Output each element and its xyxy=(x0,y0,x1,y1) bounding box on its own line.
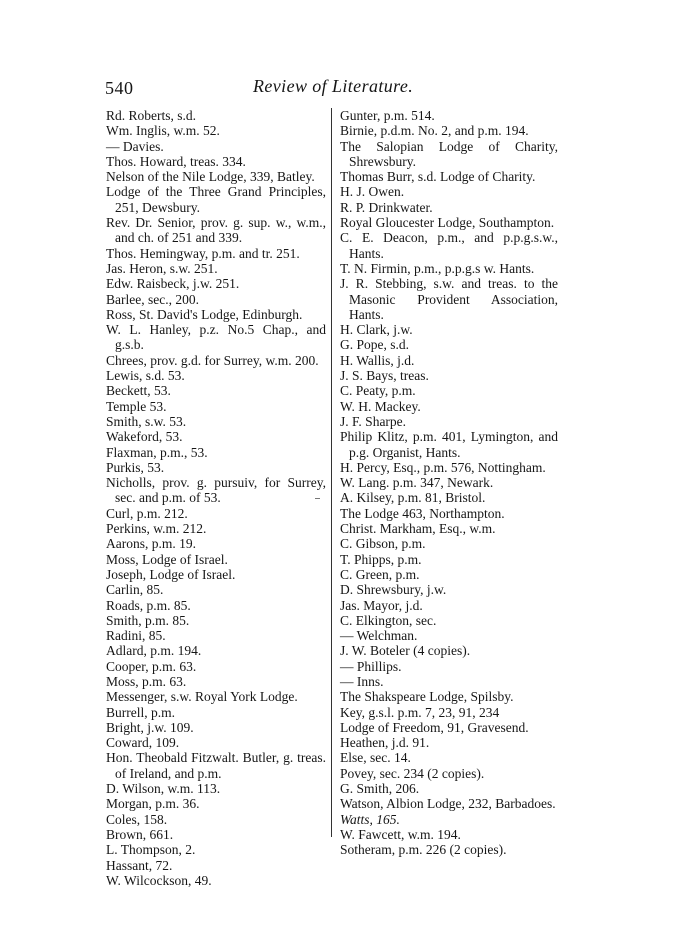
list-entry: Barlee, sec., 200. xyxy=(106,291,199,307)
list-entry: W. Lang. p.m. 347, Newark. xyxy=(340,475,494,491)
list-entry: H. Percy, Esq., p.m. 576, Nottingham. xyxy=(340,459,546,475)
list-entry: Jas. Heron, s.w. 251. xyxy=(106,260,218,276)
list-entry: Carlin, 85. xyxy=(106,582,164,598)
list-entry: Gunter, p.m. 514. xyxy=(340,108,435,123)
list-entry: J. R. Stebbing, s.w. and treas. to the Masonic Provident Association, Hants. xyxy=(340,276,558,322)
list-entry: G. Smith, 206. xyxy=(340,781,420,797)
list-entry: Thos. Howard, treas. 334. xyxy=(106,153,246,169)
list-entry: Birnie, p.d.m. No. 2, and p.m. 194. xyxy=(340,123,529,139)
list-entry: Curl, p.m. 212. xyxy=(106,505,188,521)
list-entry: T. N. Firmin, p.m., p.p.g.s w. Hants. xyxy=(340,260,535,276)
list-entry: D. Wilson, w.m. 113. xyxy=(106,781,221,797)
list-entry: Purkis, 53. xyxy=(106,459,165,475)
list-entry: Sotheram, p.m. 226 (2 copies). xyxy=(340,842,507,858)
list-entry: Thomas Burr, s.d. Lodge of Charity. xyxy=(340,169,536,185)
list-entry: W. Fawcett, w.m. 194. xyxy=(340,826,461,842)
left-column xyxy=(106,108,326,888)
list-entry: The Salopian Lodge of Charity, Shrewsbury. xyxy=(340,138,558,169)
list-entry: C. Peaty, p.m. xyxy=(340,383,416,399)
page-number: 540 xyxy=(105,78,134,98)
list-entry: Key, g.s.l. p.m. 7, 23, 91, 234 xyxy=(340,704,500,720)
list-entry: Nelson of the Nile Lodge, 339, Batley. xyxy=(106,169,315,185)
list-entry: Hassant, 72. xyxy=(106,857,173,873)
list-entry: Smith, s.w. 53. xyxy=(106,413,187,429)
list-entry: Lodge of the Three Grand Principles, 251, Dewsbury. xyxy=(106,184,326,215)
list-entry: W. H. Mackey. xyxy=(340,398,421,414)
list-entry: Rev. Dr. Senior, prov. g. sup. w., w.m., and ch. of 251 and 339. xyxy=(106,215,326,246)
list-entry: Radini, 85. xyxy=(106,628,166,644)
list-entry: Rd. Roberts, s.d. xyxy=(106,108,197,123)
list-entry: W. Wilcockson, 49. xyxy=(106,872,212,888)
list-entry: Thos. Hemingway, p.m. and tr. 251. xyxy=(106,245,300,261)
list-entry: A. Kilsey, p.m. 81, Bristol. xyxy=(340,490,486,506)
list-entry: The Shakspeare Lodge, Spilsby. xyxy=(340,689,514,705)
list-entry: Coles, 158. xyxy=(106,811,168,827)
margin-dash xyxy=(315,498,320,499)
list-entry: Edw. Raisbeck, j.w. 251. xyxy=(106,276,240,292)
list-entry: Messenger, s.w. Royal York Lodge. xyxy=(106,689,298,705)
list-entry: Wm. Inglis, w.m. 52. xyxy=(106,123,220,139)
list-entry: Hon. Theobald Fitzwalt. Butler, g. treas. of Ireland, and p.m. xyxy=(106,750,326,781)
list-entry: C. Gibson, p.m. xyxy=(340,536,426,552)
list-entry: Lodge of Freedom, 91, Gravesend. xyxy=(340,719,529,735)
list-entry: Flaxman, p.m., 53. xyxy=(106,444,208,460)
list-entry: W. L. Hanley, p.z. No.5 Chap., and g.s.b. xyxy=(106,322,326,353)
list-entry: H. Wallis, j.d. xyxy=(340,352,415,368)
list-entry: — Welchman. xyxy=(340,628,418,644)
list-entry: Jas. Mayor, j.d. xyxy=(340,597,423,613)
list-entry: J. F. Sharpe. xyxy=(340,413,407,429)
list-entry: Adlard, p.m. 194. xyxy=(106,643,202,659)
running-title: Review of Literature. xyxy=(253,76,414,96)
list-entry: Morgan, p.m. 36. xyxy=(106,796,200,812)
list-entry: J. S. Bays, treas. xyxy=(340,368,429,384)
list-entry: Heathen, j.d. 91. xyxy=(340,735,430,751)
list-entry: C. Elkington, sec. xyxy=(340,612,437,628)
list-entry: L. Thompson, 2. xyxy=(106,842,196,858)
list-entry: Cooper, p.m. 63. xyxy=(106,658,197,674)
list-entry: Beckett, 53. xyxy=(106,383,171,399)
list-entry: Povey, sec. 234 (2 copies). xyxy=(340,765,485,781)
list-entry: — Phillips. xyxy=(340,658,402,674)
list-entry: Watson, Albion Lodge, 232, Barbadoes. xyxy=(340,796,556,812)
list-entry: The Lodge 463, Northampton. xyxy=(340,505,505,521)
list-entry: T. Phipps, p.m. xyxy=(340,551,422,567)
list-entry: J. W. Boteler (4 copies). xyxy=(340,643,471,659)
list-entry: H. Clark, j.w. xyxy=(340,322,413,338)
list-entry: Moss, p.m. 63. xyxy=(106,673,187,689)
list-entry: Philip Klitz, p.m. 401, Lymington, and p.g. Organist, Hants. xyxy=(340,429,558,460)
list-entry: Brown, 661. xyxy=(106,826,174,842)
list-entry: Christ. Markham, Esq., w.m. xyxy=(340,521,496,537)
list-entry: Roads, p.m. 85. xyxy=(106,597,191,613)
list-entry: Wakeford, 53. xyxy=(106,429,183,445)
list-entry: Smith, p.m. 85. xyxy=(106,612,190,628)
list-entry: Lewis, s.d. 53. xyxy=(106,368,185,384)
list-entry: D. Shrewsbury, j.w. xyxy=(340,582,447,598)
list-entry: C. Green, p.m. xyxy=(340,566,420,582)
column-divider xyxy=(331,108,332,837)
list-entry: Temple 53. xyxy=(106,398,167,414)
list-entry: R. P. Drinkwater. xyxy=(340,199,433,215)
list-entry: H. J. Owen. xyxy=(340,184,405,200)
list-entry: Ross, St. David's Lodge, Edinburgh. xyxy=(106,306,303,322)
list-entry: C. E. Deacon, p.m., and p.p.g.s.w., Hants. xyxy=(340,230,558,261)
list-entry: Perkins, w.m. 212. xyxy=(106,521,207,537)
list-entry: — Inns. xyxy=(340,673,384,689)
list-entry: Royal Gloucester Lodge, Southampton. xyxy=(340,215,555,231)
list-entry: Coward, 109. xyxy=(106,735,180,751)
list-entry: Bright, j.w. 109. xyxy=(106,719,194,735)
list-entry: Moss, Lodge of Israel. xyxy=(106,551,228,567)
list-entry: Aarons, p.m. 19. xyxy=(106,536,196,552)
list-entry: Burrell, p.m. xyxy=(106,704,175,720)
list-entry: Joseph, Lodge of Israel. xyxy=(106,566,236,582)
list-entry: Chrees, prov. g.d. for Surrey, w.m. 200. xyxy=(106,352,319,368)
list-entry: — Davies. xyxy=(106,138,164,154)
list-entry: G. Pope, s.d. xyxy=(340,337,410,353)
list-entry: Nicholls, prov. g. pursuiv, for Surrey, sec. and p.m. of 53. xyxy=(106,475,326,506)
list-entry: Watts, 165. xyxy=(340,811,400,827)
list-entry: Else, sec. 14. xyxy=(340,750,411,766)
right-column xyxy=(340,108,558,858)
